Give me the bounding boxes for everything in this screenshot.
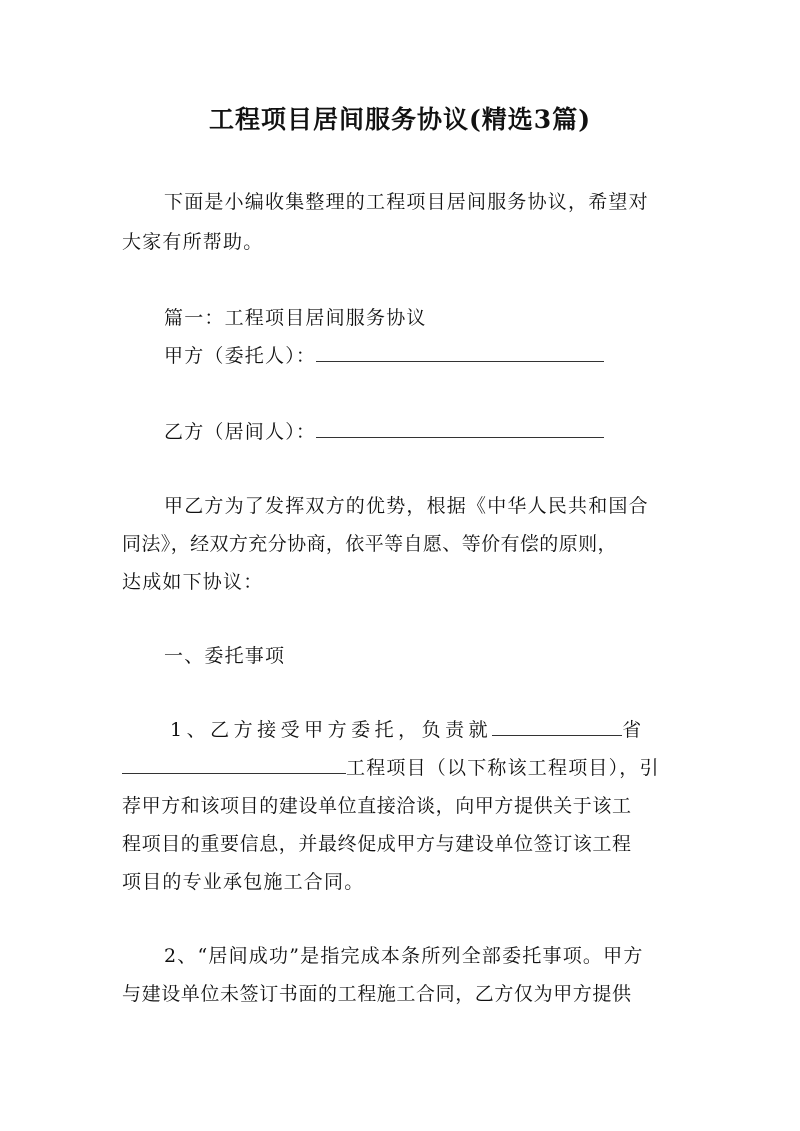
clause-1-line-1-start: 1、乙方接受甲方委托，负责就 <box>170 719 493 741</box>
party-a-label: 甲方（委托人）： <box>164 345 317 367</box>
clause-1-province-blank <box>492 717 622 736</box>
clause-1-project-blank <box>122 755 346 774</box>
clause-1-line-5: 项目的专业承包施工合同。 <box>122 871 365 893</box>
party-a-line <box>164 338 724 374</box>
clause-1-line-2-end: 工程项目（以下称该工程项目），引 <box>346 757 660 779</box>
clause-heading: 一、委托事项 <box>164 645 286 667</box>
clause-1-line-1-end: 省 <box>622 719 643 741</box>
party-a-blank <box>316 343 604 362</box>
clause-1-line-3: 荐甲方和该项目的建设单位直接洽谈，向甲方提供关于该工 <box>122 795 632 817</box>
clause-2-line-2: 与建设单位未签订书面的工程施工合同，乙方仅为甲方提供 <box>122 983 632 1005</box>
document-title: 工程项目居间服务协议(精选3篇) <box>208 105 592 134</box>
clause-2-line-1: 2、“居间成功”是指完成本条所列全部委托事项。甲方 <box>164 945 644 967</box>
party-b-label: 乙方（居间人）： <box>164 421 317 443</box>
preamble-line-2: 同法》，经双方充分协商，依平等自愿、等价有偿的原则， <box>122 533 617 555</box>
intro-line-1: 下面是小编收集整理的工程项目居间服务协议，希望对 <box>164 191 649 213</box>
party-b-line <box>164 414 724 450</box>
clause-1-line-2 <box>122 750 682 786</box>
clause-1-line-1 <box>170 712 682 748</box>
party-b-blank <box>316 419 604 438</box>
intro-line-2: 大家有所帮助。 <box>122 231 264 253</box>
preamble-line-3: 达成如下协议： <box>122 571 264 593</box>
section-title: 篇一：工程项目居间服务协议 <box>164 307 427 329</box>
preamble-line-1: 甲乙方为了发挥双方的优势，根据《中华人民共和国合 <box>164 495 649 517</box>
clause-1-line-4: 程项目的重要信息，并最终促成甲方与建设单位签订该工程 <box>122 833 632 855</box>
